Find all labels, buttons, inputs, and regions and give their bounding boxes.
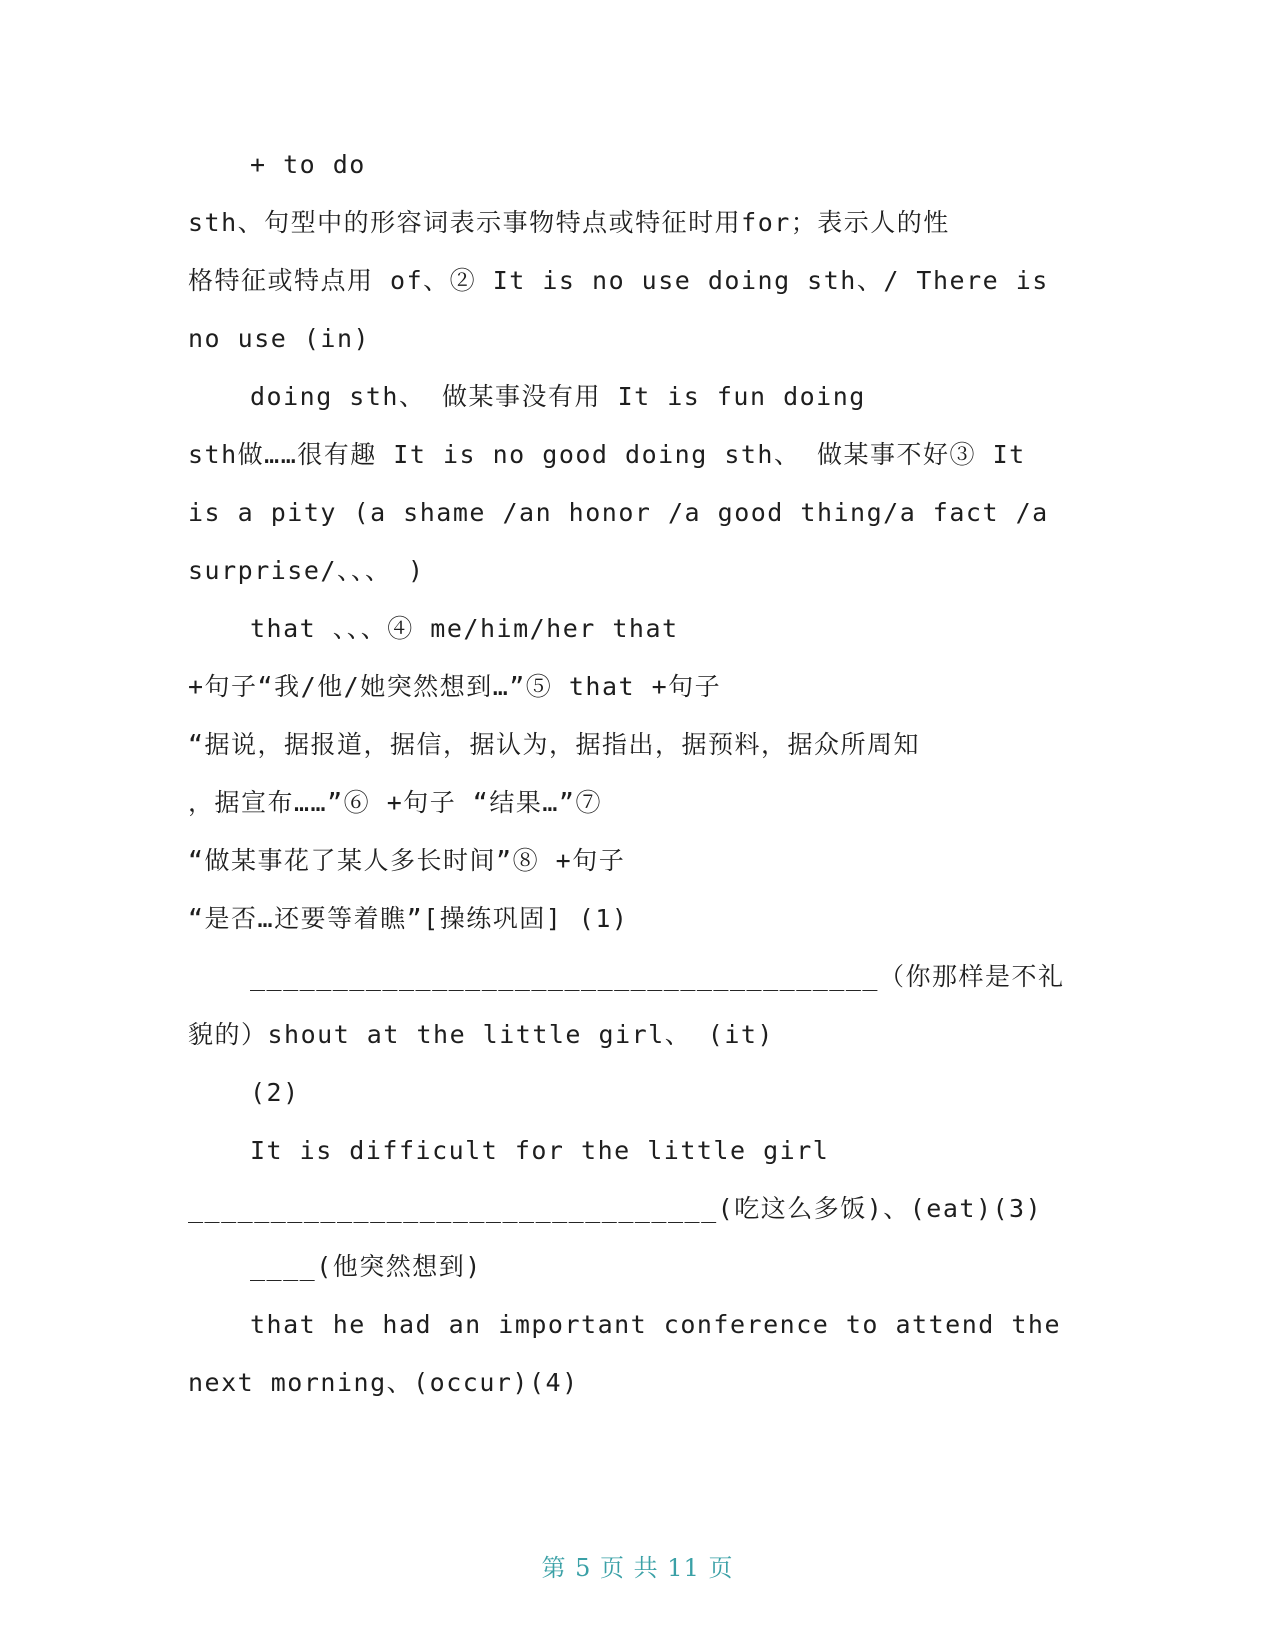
text-line: that 、、、④ me/him/her that: [250, 614, 679, 643]
text-line: + to do: [250, 150, 366, 179]
blank-line: ____(他突然想到): [250, 1252, 482, 1281]
text-line: surprise/、、、 ): [188, 556, 425, 585]
text-line: (2): [250, 1078, 300, 1107]
text-line: “据说，据报道，据信，据认为，据指出，据预料，据众所周知: [188, 730, 921, 759]
text-line: that he had an important conference to attend the: [250, 1310, 1062, 1339]
text-line: sth做……很有趣 It is no good doing sth、 做某事不好③ It: [188, 440, 1026, 469]
text-line: 貌的）shout at the little girl、 (it): [188, 1020, 774, 1049]
text-line: “是否…还要等着瞧”[操练巩固] (1): [188, 904, 629, 933]
text-line: +句子“我/他/她突然想到…”⑤ that +句子: [188, 672, 722, 701]
text-line: sth、句型中的形容词表示事物特点或特征时用for；表示人的性: [188, 208, 950, 237]
text-line: no use (in): [188, 324, 371, 353]
text-line: It is difficult for the little girl: [250, 1136, 830, 1165]
blank-line: ________________________________(吃这么多饭)、(eat)(3): [188, 1194, 1043, 1223]
text-line: next morning、(occur)(4): [188, 1368, 579, 1397]
text-line: doing sth、 做某事没有用 It is fun doing: [250, 382, 866, 411]
text-line: 格特征或特点用 of、② It is no use doing sth、/ There is: [188, 266, 1049, 295]
text-line: is a pity (a shame /an honor /a good thing/a fact /a: [188, 498, 1049, 527]
text-line: “做某事花了某人多长时间”⑧ +句子: [188, 846, 626, 875]
text-line: ，据宣布……”⑥ +句子 “结果…”⑦: [188, 788, 602, 817]
blank-line: ______________________________________（你那样是不礼: [250, 962, 1065, 991]
page-number-footer: 第 5 页 共 11 页: [541, 1554, 734, 1582]
